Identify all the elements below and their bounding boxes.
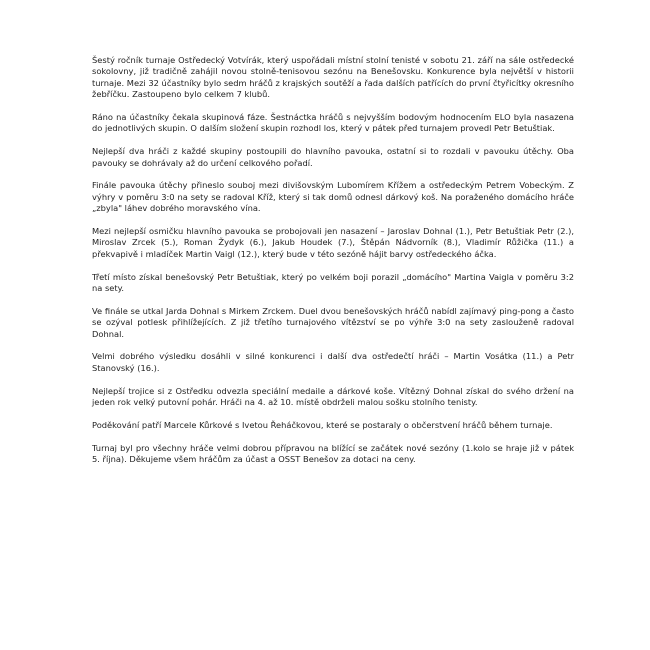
paragraph-final: Ve finále se utkal Jarda Dohnal s Mirkem Zrckem. Duel dvou benešovských hráčů nabídl zajímavý ping-pong a často se ozýval potlesk přihlížejících. Z již třetího turnajového vítězství se po výhře 3:0 na sety zaslouženě radoval Dohnal. — [92, 305, 574, 339]
paragraph-top-eight: Mezi nejlepší osmičku hlavního pavouka se probojovali jen nasazení – Jaroslav Dohnal (1.), Petr Betuštiak Petr (2.), Miroslav Zrcek (5.), Roman Žydyk (6.), Jakub Houdek (7.), Štěpán Nádvorník (8.), Vladimír Růžička (11.) a překvapivě i mladíček Martin Vaigl (12.), který bude v této sezóně hájit barvy ostředeckého áčka. — [92, 226, 574, 259]
paragraph-brackets: Nejlepší dva hráči z každé skupiny postoupili do hlavního pavouka, ostatní si to rozdali v pavouku útěchy. Oba pavouky se dohrávaly až do určení celkového pořadí. — [92, 146, 574, 168]
paragraph-prizes: Nejlepší trojice si z Ostředku odvezla speciální medaile a dárkové koše. Vítězný Dohnal získal do svého držení na jeden rok velký putovní pohár. Hráči na 4. až 10. místě obdrželi malou sošku stolního tenisty. — [92, 385, 574, 408]
paragraph-closing: Turnaj byl pro všechny hráče velmi dobrou přípravou na blížící se začátek nové sezóny (1.kolo se hraje již v pátek 5. října). Děkujeme všem hráčům za účast a OSST Benešov za dotaci na ceny. — [92, 442, 574, 465]
paragraph-thanks: Poděkování patří Marcele Kůrkové s Ivetou Řeháčkovou, které se postaraly o občerstvení hráčů během turnaje. — [92, 419, 553, 430]
paragraph-intro: Šestý ročník turnaje Ostředecký Votvírák, který uspořádali místní stolní tenisté v sobotu 21. září na sále ostředecké sokolovny, již tradičně zahájil novou stolně-tenisovou sezónu na Benešovsku. Konkurence byla největší v historii turnaje. Mezi 32 účastníky bylo sedm hráčů z krajských soutěží a řada dalších patřících do první čtyřicítky okresního žebříčku. Zastoupeno bylo celkem 7 klubů. — [92, 55, 575, 100]
paragraph-consolation-final: Finále pavouka útěchy přineslo souboj mezi divišovským Lubomírem Křížem a ostředeckým Petrem Vobeckým. Z výhry v poměru 3:0 na sety se radoval Kříž, který si tak domů odnesl dárkový koš. Na poraženého domácího hráče „zbyla" láhev dobrého moravského vína. — [92, 180, 574, 214]
paragraph-group-stage: Ráno na účastníky čekala skupinová fáze. Šestnáctka hráčů s nejvyšším bodovým hodnocením ELO byla nasazena do jednotlivých skupin. O dalším složení skupin rozhodl los, který v pátek před turnajem provedl Petr Betuštiak. — [92, 112, 574, 134]
article-body — [92, 55, 574, 477]
paragraph-other-results: Velmi dobrého výsledku dosáhli v silné konkurenci i další dva ostředečtí hráči – Martin Vosátka (11.) a Petr Stanovský (16.). — [92, 351, 574, 373]
paragraph-third-place: Třetí místo získal benešovský Petr Betuštiak, který po velkém boji porazil „domácího" Martina Vaigla v poměru 3:2 na sety. — [92, 271, 574, 294]
